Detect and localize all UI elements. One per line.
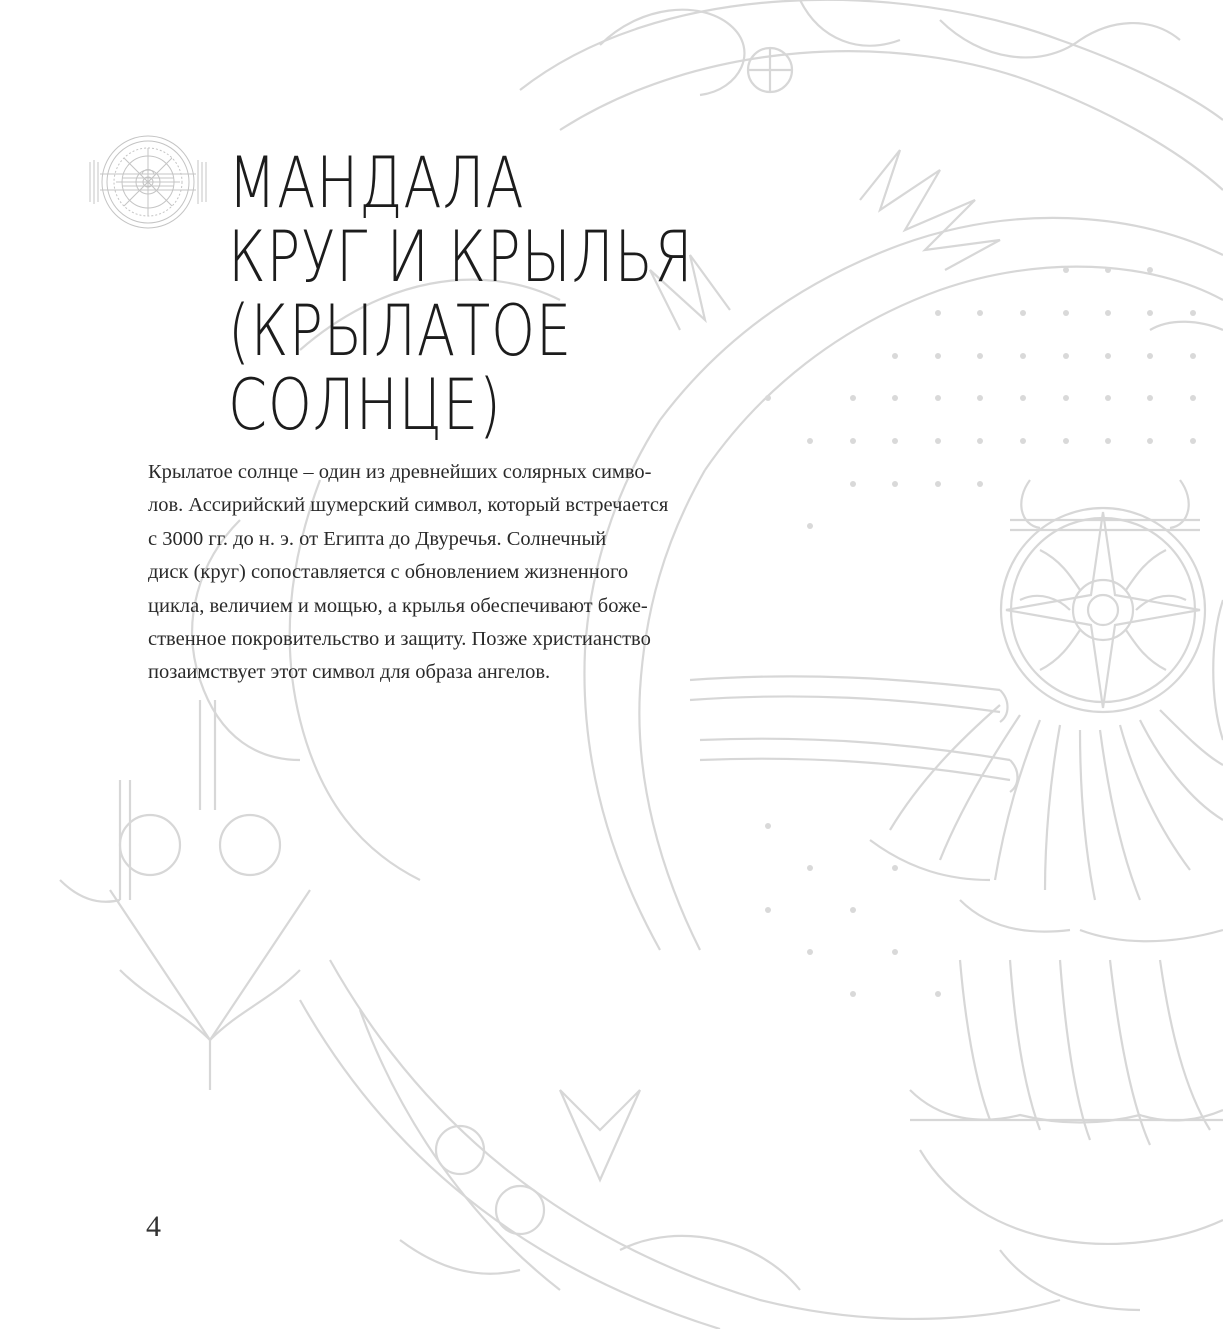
body-line: с 3000 гг. до н. э. от Египта до Двуречья. Солнечный (148, 527, 607, 550)
body-line: лов. Ассирийский шумерский символ, который встречается (148, 494, 669, 517)
body-line: ственное покровительство и защиту. Позже христианство (148, 628, 651, 651)
body-line: Крылатое солнце – один из древнейших солярных симво- (148, 461, 652, 483)
winged-sun-mandala-icon (86, 134, 210, 230)
body-line: позаимствует этот символ для образа ангелов. (148, 661, 551, 684)
body-line: диск (круг) сопоставляется с обновлением жизненного (148, 561, 629, 584)
title-line: СОЛНЦЕ) (228, 364, 502, 446)
page-number: 4 (146, 1210, 161, 1243)
title-line: (КРЫЛАТОЕ (228, 290, 573, 372)
page-title (228, 142, 694, 446)
body-line: цикла, величием и мощью, а крылья обеспечивают боже- (148, 594, 648, 617)
title-line: МАНДАЛА (228, 142, 525, 224)
title-line: КРУГ И КРЫЛЬЯ (228, 216, 694, 298)
body-paragraph (148, 456, 788, 690)
